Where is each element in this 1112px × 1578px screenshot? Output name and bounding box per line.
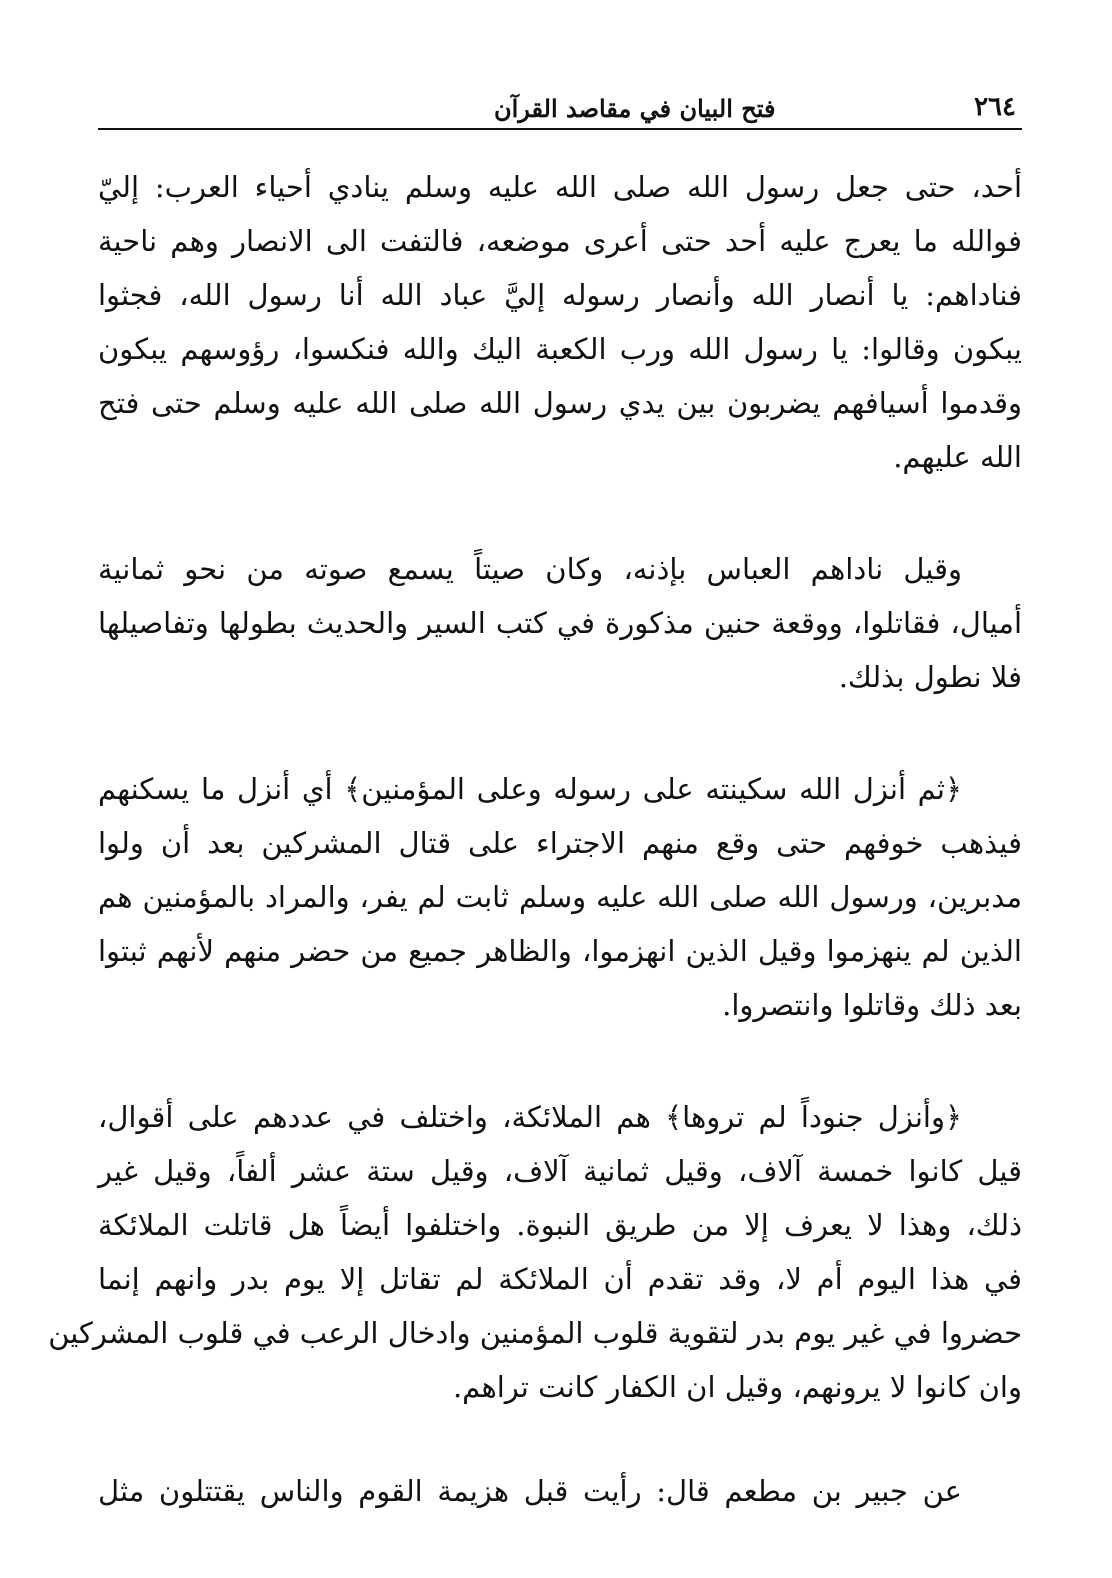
paragraph [98,762,1022,1032]
text-line: وقيل ناداهم العباس بإذنه، وكان صيتاً يسمع صوته من نحو ثمانية [98,552,962,586]
text-line: ﴿وأنزل جنوداً لم تروها﴾ هم الملائكة، واختلف في عددهم على أقوال، [98,1100,962,1134]
text-line: ﴿ثم أنزل الله سكينته على رسوله وعلى المؤمنين﴾ أي أنزل ما يسكنهم [98,772,962,806]
text-line: أميال، فقاتلوا، ووقعة حنين مذكورة في كتب السير والحديث بطولها وتفاصيلها [98,606,1022,640]
running-title: فتح البيان في مقاصد القرآن [494,94,776,123]
text-line: مدبرين، ورسول الله صلى الله عليه وسلم ثابت لم يفر، والمراد بالمؤمنين هم [98,880,1022,914]
text-line: ذلك، وهذا لا يعرف إلا من طريق النبوة. واختلفوا أيضاً هل قاتلت الملائكة [98,1208,1022,1242]
page-number: ٢٦٤ [974,92,1016,122]
page-header [98,88,1022,130]
text-line: الذين لم ينهزموا وقيل الذين انهزموا، والظاهر جميع من حضر منهم لأنهم ثبتوا [98,934,1022,968]
text-line: فناداهم: يا أنصار الله وأنصار رسوله إليَّ عباد الله أنا رسول الله، فجثوا [98,278,1022,312]
text-line: الله عليهم. [893,440,1022,474]
text-line: عن جبير بن مطعم قال: رأيت قبل هزيمة القوم والناس يقتتلون مثل [98,1474,962,1508]
text-line: فلا نطول بذلك. [838,660,1022,694]
text-line: يبكون وقالوا: يا رسول الله ورب الكعبة اليك والله فنكسوا، رؤوسهم يبكون [98,332,1022,366]
page-body [48,160,1022,1518]
text-line: وان كانوا لا يرونهم، وقيل ان الكفار كانت تراهم. [452,1370,1022,1404]
text-line: في هذا اليوم أم لا، وقد تقدم أن الملائكة لم تقاتل إلا يوم بدر وانهم إنما [98,1262,1022,1296]
text-line: فوالله ما يعرج عليه أحد حتى أعرى موضعه، فالتفت الى الانصار وهم ناحية [98,224,1022,258]
paragraph [98,160,1022,484]
text-line: قيل كانوا خمسة آلاف، وقيل ثمانية آلاف، وقيل ستة عشر ألفاً، وقيل غير [98,1154,1022,1188]
text-line: أحد، حتى جعل رسول الله صلى الله عليه وسلم ينادي أحياء العرب: إليّ [98,170,1022,204]
paragraph [48,1090,1022,1414]
paragraph [98,542,1022,704]
text-line: فيذهب خوفهم حتى وقع منهم الاجتراء على قتال المشركين بعد أن ولوا [98,826,1022,860]
text-line: حضروا في غير يوم بدر لتقوية قلوب المؤمنين وادخال الرعب في قلوب المشركين [48,1316,1022,1350]
text-line: بعد ذلك وقاتلوا وانتصروا. [722,988,1022,1022]
text-line: وقدموا أسيافهم يضربون بين يدي رسول الله صلى الله عليه وسلم حتى فتح [98,386,1022,420]
paragraph [98,1464,1022,1518]
